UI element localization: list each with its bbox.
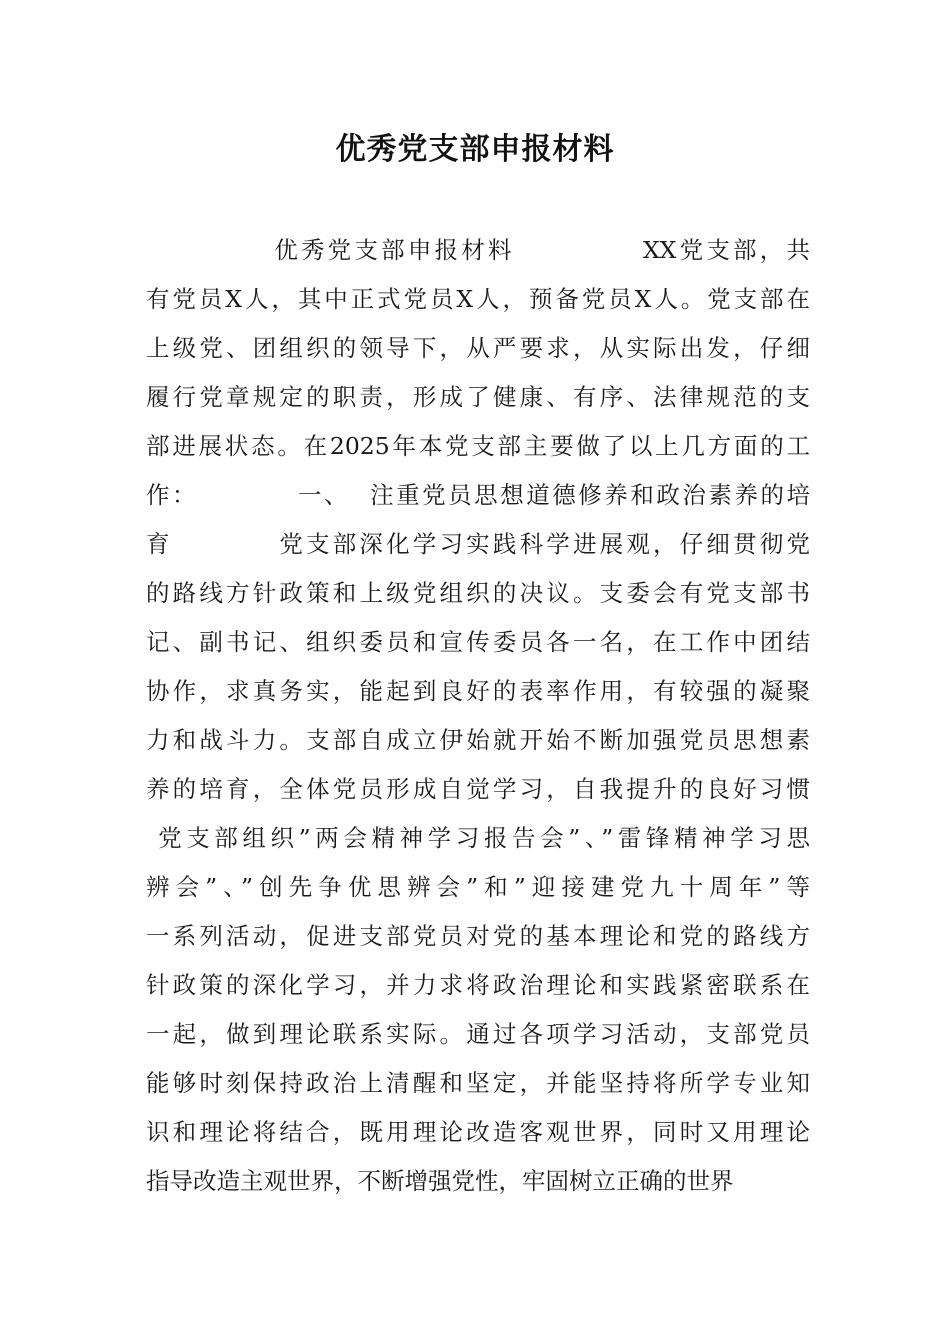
document-title: 优秀党支部申报材料 [335, 132, 615, 167]
body-line: 育 党支部深化学习实践科学进展观，仔细贯彻党 [146, 530, 810, 558]
body-line: 一起，做到理论联系实际。通过各项学习活动，支部党员 [146, 1020, 810, 1048]
body-line: 的路线方针政策和上级党组织的决议。支委会有党支部书 [146, 579, 810, 607]
body-line: 识和理论将结合，既用理论改造客观世界，同时又用理论 [146, 1118, 810, 1146]
body-line: 协作，求真务实，能起到良好的表率作用，有较强的凝聚 [146, 677, 810, 705]
body-line: 指导改造主观世界，不断增强党性，牢固树立正确的世界 [146, 1167, 734, 1195]
body-line: 养的培育，全体党员形成自觉学习，自我提升的良好习惯 [146, 775, 810, 803]
body-line: 上级党、团组织的领导下，从严要求，从实际出发，仔细 [146, 334, 810, 362]
body-line: 有党员X人，其中正式党员X人，预备党员X人。党支部在 [146, 285, 810, 313]
body-line: 优秀党支部申报材料 XX党支部，共 [146, 236, 810, 264]
body-line: 党支部组织”两会精神学习报告会”、”雷锋精神学习思 [146, 824, 810, 852]
body-line: 力和战斗力。支部自成立伊始就开始不断加强党员思想素 [146, 726, 810, 754]
document-body [146, 226, 810, 1206]
body-line: 作： 一、 注重党员思想道德修养和政治素养的培 [146, 481, 810, 509]
body-line: 记、副书记、组织委员和宣传委员各一名，在工作中团结 [146, 628, 810, 656]
body-line: 一系列活动，促进支部党员对党的基本理论和党的路线方 [146, 922, 810, 950]
body-line: 履行党章规定的职责，形成了健康、有序、法律规范的支 [146, 383, 810, 411]
body-line: 能够时刻保持政治上清醒和坚定，并能坚持将所学专业知 [146, 1069, 810, 1097]
body-line: 针政策的深化学习，并力求将政治理论和实践紧密联系在 [146, 971, 810, 999]
body-line: 辨会”、”创先争优思辨会”和”迎接建党九十周年”等 [146, 873, 810, 901]
body-line: 部进展状态。在2025年本党支部主要做了以上几方面的工 [146, 432, 810, 460]
